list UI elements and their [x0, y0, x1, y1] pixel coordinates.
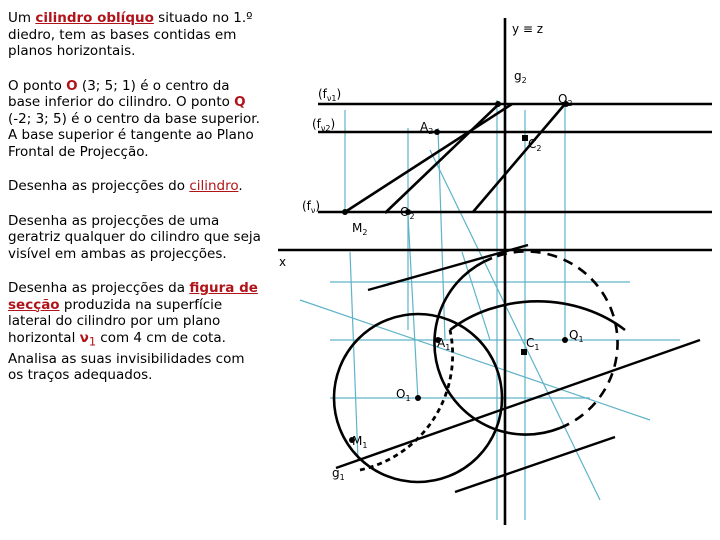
generatrix-g2	[385, 103, 500, 213]
construction-line	[300, 300, 650, 420]
label-x: x	[279, 255, 287, 269]
label-a1: $A_1$	[437, 336, 451, 352]
point-o1	[415, 395, 421, 401]
point-q-name: Q	[234, 94, 246, 110]
label-c2: $C_2$	[528, 137, 542, 153]
points	[342, 101, 569, 443]
cylinder-frontal-projection	[345, 103, 565, 213]
label-g2: $g_2$	[514, 69, 527, 85]
term-cylinder: cilindro	[189, 178, 239, 194]
point-o-name: O	[66, 77, 78, 94]
task-3: Desenha as projecções da figura de secção produzida na superfície lateral do cilindro por um plano horizontal $\nu_1$ com 4 cm de cota. Analisa as suas invisibilidades com os traços adequados.	[8, 280, 258, 384]
label-a2: $A_2$	[420, 120, 434, 136]
reference-axes	[278, 18, 712, 525]
section-ellipse-visible	[450, 301, 625, 330]
statement-paragraph: Um cilindro oblíquo situado no 1.º diedro, tem as bases contidas em planos horizontais.	[8, 10, 253, 59]
contour-generatrix-bottom	[455, 437, 615, 492]
generatrix-g1	[336, 340, 700, 468]
point-m2	[342, 209, 348, 215]
label-yz: y ≡ z	[512, 22, 544, 36]
point-g2	[495, 101, 501, 107]
construction-line	[408, 215, 418, 400]
label-g1: $g_1$	[332, 466, 345, 482]
plane-nu1-name: ν	[79, 329, 89, 346]
points-paragraph: O ponto O (3; 5; 1) é o centro da base inferior do cilindro. O ponto Q (-2; 3; 5) é o centro da base superior. A base superior é tangente ao Plano Frontal de Projecção.	[8, 77, 260, 160]
label-q2: $Q_2$	[558, 92, 573, 108]
label-o1: $O_1$	[396, 387, 411, 403]
term-oblique-cylinder: cilindro oblíquo	[35, 10, 154, 26]
label-f-nu: $(f_\nu)$	[302, 199, 321, 215]
label-c1: $C_1$	[526, 336, 540, 352]
point-q1	[562, 337, 568, 343]
label-m2: $M_2$	[352, 221, 368, 237]
task-1: Desenha as projecções do cilindro.	[8, 178, 243, 194]
construction-line	[350, 252, 358, 460]
point-a2	[434, 129, 440, 135]
label-f-nu1: $(f_{\nu 1})$	[318, 87, 342, 103]
label-f-nu2: $(f_{\nu 2})$	[312, 117, 336, 133]
task-2: Desenha as projecções de uma geratriz qualquer do cilindro que seja visível em ambas as projecções.	[8, 212, 261, 262]
label-o2: $O_2$	[400, 205, 415, 221]
label-m1: $M_1$	[352, 434, 368, 450]
term-section-figure: figura de secção	[8, 280, 258, 313]
label-q1: $Q_1$	[569, 328, 584, 344]
